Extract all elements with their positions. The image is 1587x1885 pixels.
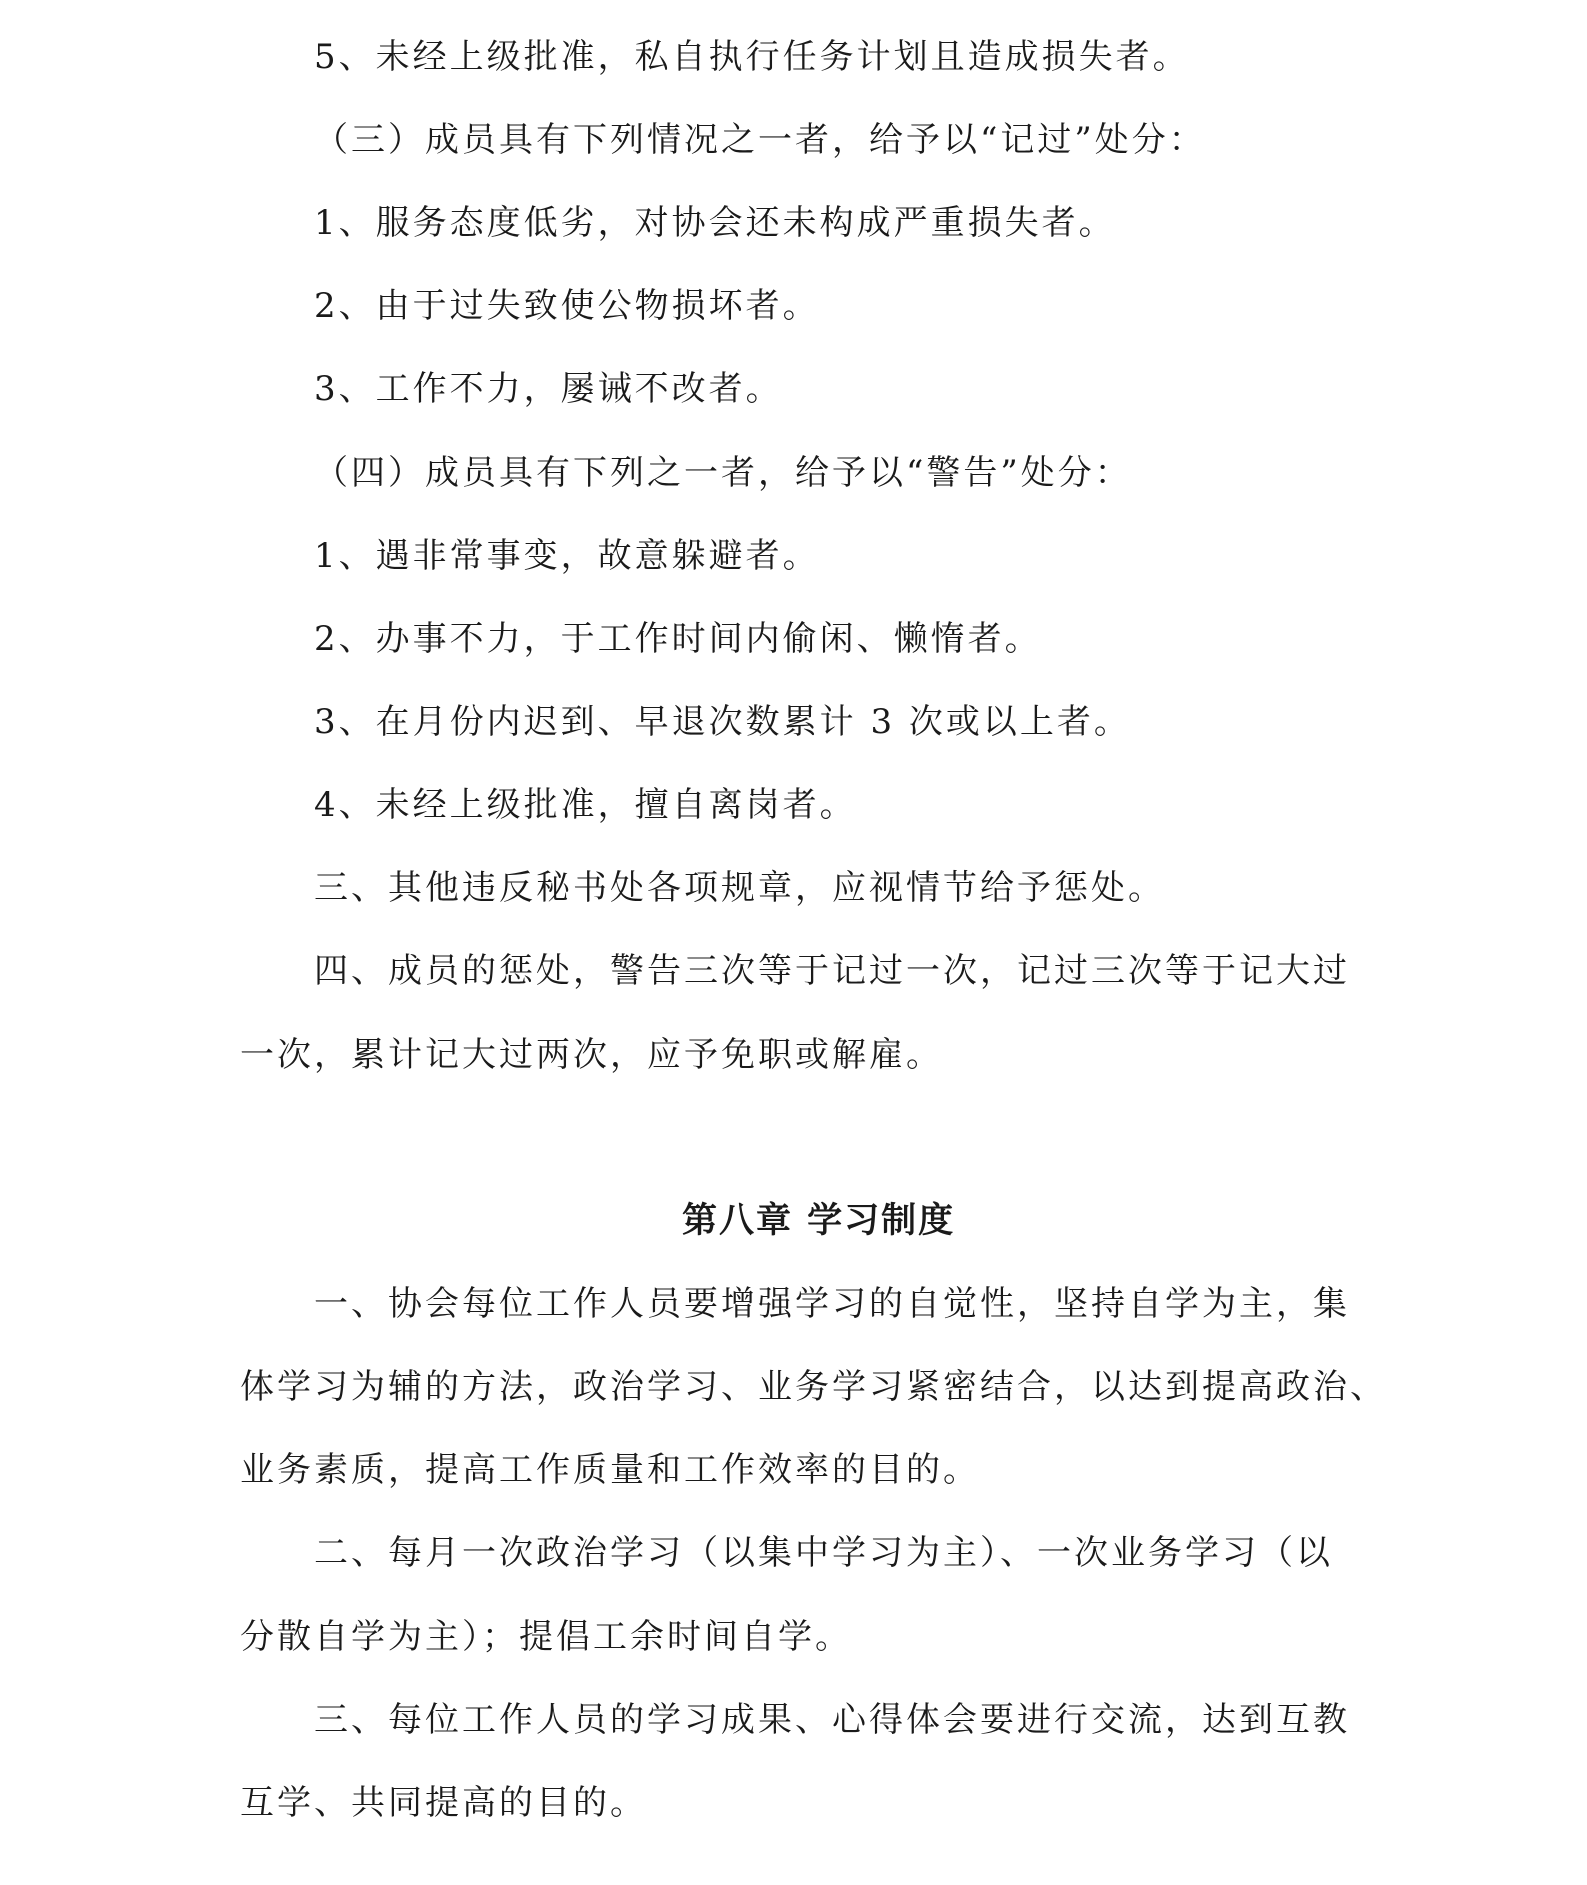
paragraph-line: 体学习为辅的方法，政治学习、业务学习紧密结合，以达到提高政治、 [240, 1367, 1387, 1407]
paragraph-line: 互学、共同提高的目的。 [240, 1783, 647, 1823]
paragraph-line: 三、其他违反秘书处各项规章，应视情节给予惩处。 [314, 868, 1165, 908]
paragraph-line: 三、每位工作人员的学习成果、心得体会要进行交流，达到互教 [314, 1700, 1350, 1740]
paragraph-line: 二、每月一次政治学习（以集中学习为主）、一次业务学习（以 [314, 1533, 1333, 1573]
paragraph-line: 3、工作不力，屡诫不改者。 [314, 369, 783, 409]
paragraph-line: 2、办事不力，于工作时间内偷闲、懒惰者。 [314, 619, 1042, 659]
paragraph-line: 1、遇非常事变，故意躲避者。 [314, 536, 820, 576]
paragraph-line: 2、由于过失致使公物损坏者。 [314, 286, 820, 326]
paragraph-line: 四、成员的惩处，警告三次等于记过一次，记过三次等于记大过 [314, 951, 1350, 991]
paragraph-line: 4、未经上级批准，擅自离岗者。 [314, 785, 857, 825]
paragraph-line: 一、协会每位工作人员要增强学习的自觉性，坚持自学为主，集 [314, 1284, 1350, 1324]
paragraph-line: 1、服务态度低劣，对协会还未构成严重损失者。 [314, 203, 1116, 243]
paragraph-line: 一次，累计记大过两次，应予免职或解雇。 [240, 1035, 943, 1075]
chapter-heading: 第八章 学习制度 [682, 1200, 956, 1241]
paragraph-line: 业务素质，提高工作质量和工作效率的目的。 [240, 1450, 980, 1490]
paragraph-line: 5、未经上级批准，私自执行任务计划且造成损失者。 [314, 37, 1190, 77]
section-heading-line: （三）成员具有下列情况之一者，给予以“记过”处分： [314, 120, 1206, 160]
paragraph-line: 3、在月份内迟到、早退次数累计 3 次或以上者。 [314, 702, 1131, 742]
paragraph-line: 分散自学为主）；提倡工余时间自学。 [240, 1617, 852, 1657]
section-heading-line: （四）成员具有下列之一者，给予以“警告”处分： [314, 453, 1132, 493]
